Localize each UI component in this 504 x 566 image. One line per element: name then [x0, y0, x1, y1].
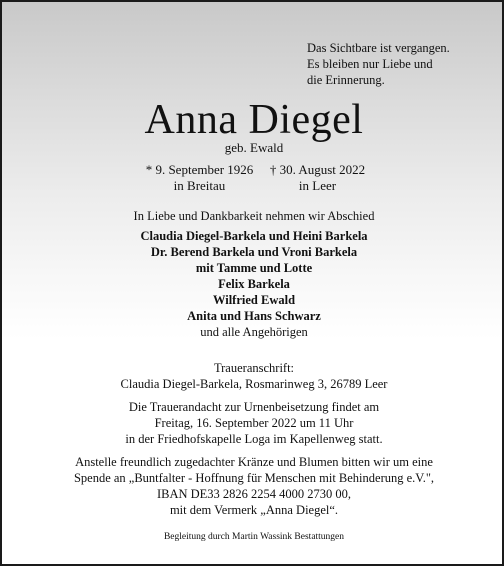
- birth-date: * 9. September 1926: [145, 162, 254, 177]
- donation-line: IBAN DE33 2826 2254 4000 2730 00,: [156, 487, 352, 501]
- deceased-born-name: geb. Ewald: [224, 140, 284, 155]
- birth-place: in Breitau: [173, 178, 226, 193]
- mourner-name: Anita und Hans Schwarz: [187, 309, 321, 323]
- birth-info: [142, 162, 257, 194]
- service-line: Freitag, 16. September 2022 um 11 Uhr: [154, 416, 354, 430]
- mourners-closing: und alle Angehörigen: [200, 325, 308, 339]
- mourner-name: Felix Barkela: [218, 277, 290, 291]
- service-line: Die Trauerandacht zur Urnenbeisetzung findet am: [128, 400, 380, 414]
- mourner-name: Dr. Berend Barkela und Vroni Barkela: [150, 245, 358, 259]
- service-line: in der Friedhofskapelle Loga im Kapellenweg statt.: [125, 432, 383, 446]
- motto-line: die Erinnerung.: [307, 73, 385, 87]
- address-label: Traueranschrift:: [213, 361, 295, 375]
- mourner-name: Wilfried Ewald: [212, 293, 296, 307]
- undertaker-credit: Begleitung durch Martin Wassink Bestattungen: [163, 532, 345, 542]
- farewell-line: In Liebe und Dankbarkeit nehmen wir Abschied: [133, 209, 375, 223]
- donation-line: Anstelle freundlich zugedachter Kränze und Blumen bitten wir um eine: [75, 455, 433, 469]
- mourning-address: [2, 360, 504, 392]
- service-info: [2, 399, 504, 447]
- address-value: Claudia Diegel-Barkela, Rosmarinweg 3, 26789 Leer: [120, 377, 388, 391]
- death-info: [260, 162, 375, 194]
- death-place: in Leer: [298, 178, 337, 193]
- mourners-list: [2, 228, 504, 340]
- motto-quote: [307, 40, 450, 88]
- deceased-name: Anna Diegel: [144, 97, 364, 143]
- mourner-name: mit Tamme und Lotte: [195, 261, 313, 275]
- death-date: † 30. August 2022: [269, 162, 366, 177]
- donation-line: Spende an „Buntfalter - Hoffnung für Menschen mit Behinderung e.V.",: [73, 471, 435, 485]
- donation-line: mit dem Vermerk „Anna Diegel“.: [169, 503, 339, 517]
- donation-request: [2, 454, 504, 518]
- motto-line: Es bleiben nur Liebe und: [307, 57, 433, 71]
- mourner-name: Claudia Diegel-Barkela und Heini Barkela: [140, 229, 368, 243]
- motto-line: Das Sichtbare ist vergangen.: [307, 41, 450, 55]
